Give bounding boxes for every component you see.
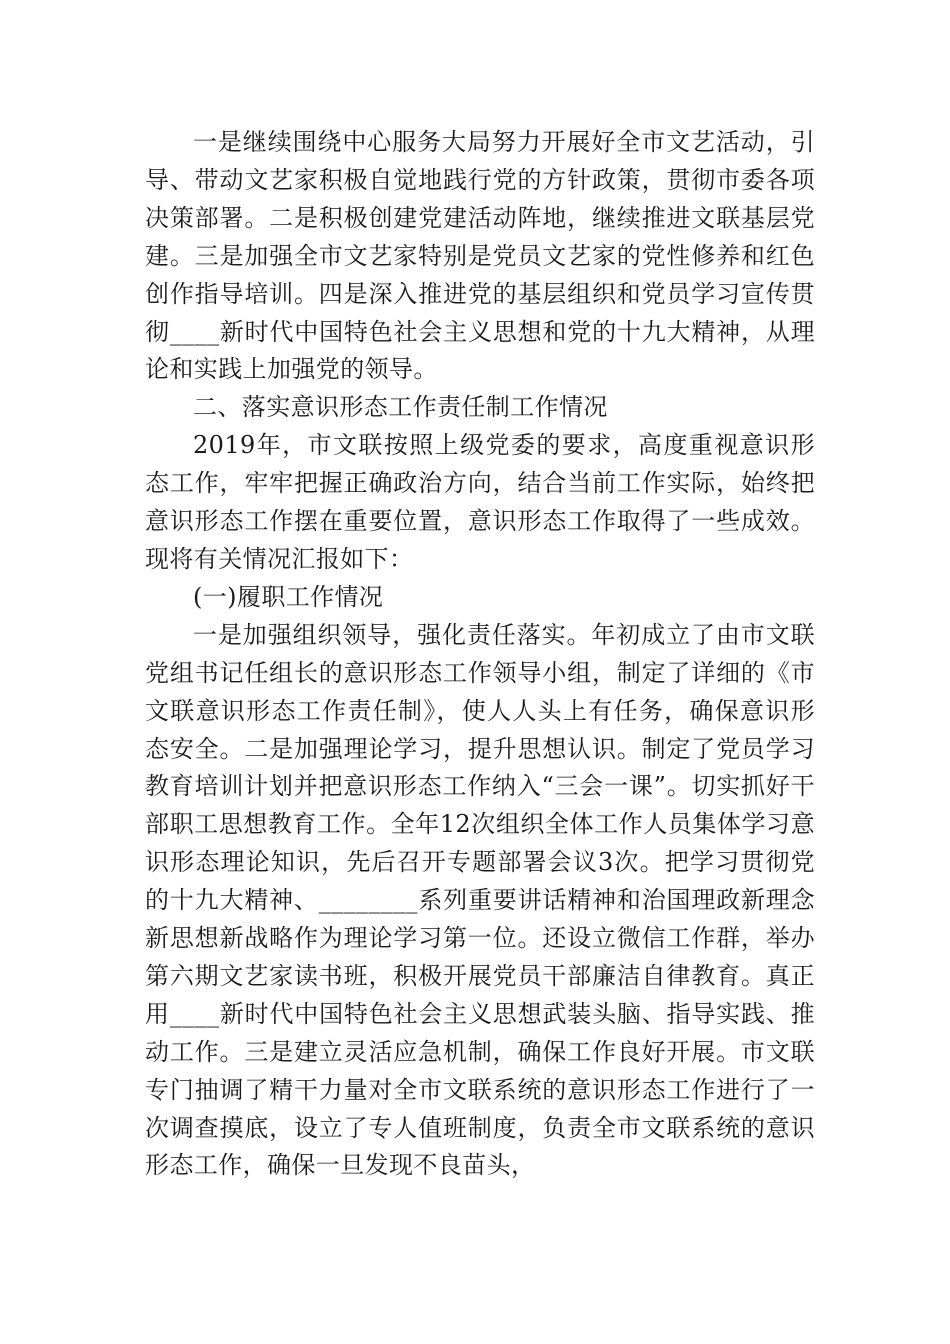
paragraph-ideology-intro: 2019年，市文联按照上级党委的要求，高度重视意识形态工作，牢牢把握正确政治方向，结合当前工作实际，始终把意识形态工作摆在重要位置，意识形态工作取得了一些成效。现将有关情况汇报如下： (145, 431, 815, 573)
document-body (145, 124, 815, 1185)
section-heading-ideology: 二、落实意识形态工作责任制工作情况 (193, 393, 608, 422)
paragraph-duties-detail: 一是加强组织领导，强化责任落实。年初成立了由市文联党组书记任组长的意识形态工作领导小组，制定了详细的《市文联意识形态工作责任制》，使人人头上有任务，确保意识形态安全。二是加强理论学习，提升思想认识。制定了党员学习教育培训计划并把意识形态工作纳入“三会一课”。切实抓好干部职工思想教育工作。全年12次组织全体工作人员集体学习意识形态理论知识，先后召开专题部署会议3次。把学习贯彻党的十九大精神、________系列重要讲话精神和治国理政新理念新思想新战略作为理论学习第一位。还设立微信工作群，举办第六期文艺家读书班，积极开展党员干部廉洁自律教育。真正用____新时代中国特色社会主义思想武装头脑、指导实践、推动工作。三是建立灵活应急机制，确保工作良好开展。市文联专门抽调了精干力量对全市文联系统的意识形态工作进行了一次调查摸底，设立了专人值班制度，负责全市文联系统的意识形态工作，确保一旦发现不良苗头， (145, 620, 815, 1180)
paragraph-party-building: 一是继续围绕中心服务大局努力开展好全市文艺活动，引导、带动文艺家积极自觉地践行党的方针政策，贯彻市委各项决策部署。二是积极创建党建活动阵地，继续推进文联基层党建。三是加强全市文艺家特别是党员文艺家的党性修养和红色创作指导培训。四是深入推进党的基层组织和党员学习宣传贯彻____新时代中国特色社会主义思想和党的十九大精神，从理论和实践上加强党的领导。 (145, 128, 815, 384)
subsection-heading-duties: (一)履职工作情况 (193, 582, 384, 611)
